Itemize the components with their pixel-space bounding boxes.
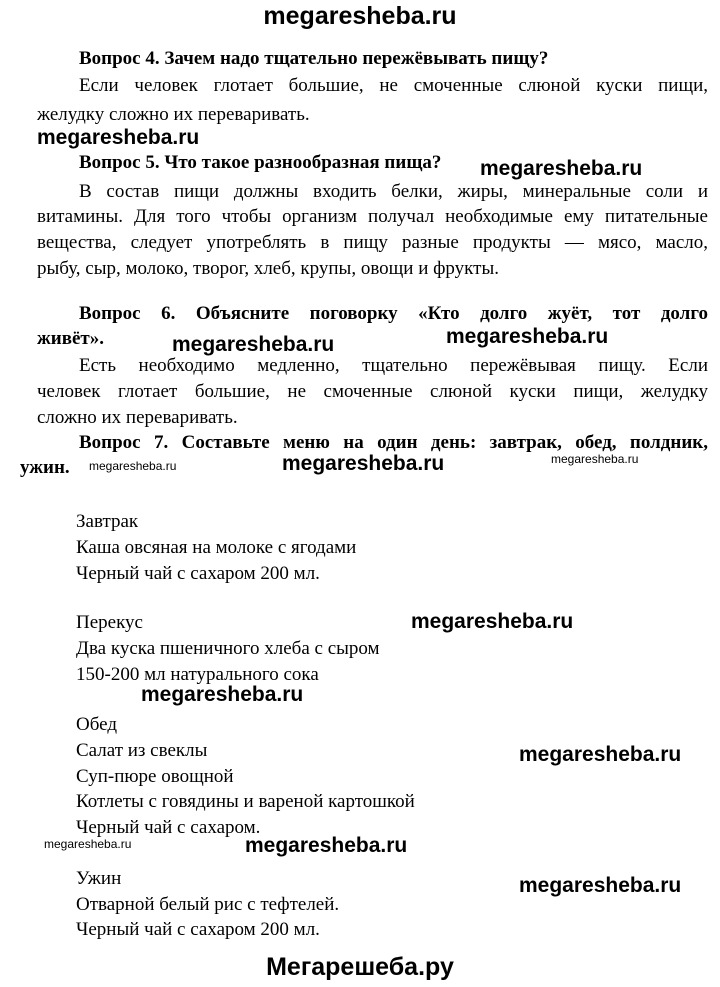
watermark: megaresheba.ru [519,743,682,766]
menu-snack-item: 150-200 мл натурального сока [76,664,319,685]
watermark-small: megaresheba.ru [89,459,177,473]
menu-dinner-item: Черный чай с сахаром 200 мл. [76,919,320,940]
question-5-title: Вопрос 5. Что такое разнообразная пища? [79,152,442,173]
watermark-small: megaresheba.ru [551,452,639,466]
question-7-title-line-2: ужин. [20,457,70,478]
question-6-title-line-1: Вопрос 6. Объясните поговорку «Кто долго жуёт, тот долго [79,303,708,324]
watermark: megaresheba.ru [519,874,682,897]
answer-5-line-1: В состав пищи должны входить белки, жиры, минеральные соли и [79,181,708,202]
watermark: megaresheba.ru [446,325,609,348]
menu-lunch-item: Суп-пюре овощной [76,766,234,787]
watermark: megaresheba.ru [172,333,335,356]
menu-lunch-title: Обед [76,714,117,735]
watermark: megaresheba.ru [480,157,643,180]
watermark: megaresheba.ru [245,834,408,857]
menu-dinner-title: Ужин [76,868,122,889]
answer-6-line-3: сложно их переваривать. [37,407,238,428]
menu-snack-title: Перекус [76,612,143,633]
watermark: megaresheba.ru [37,126,200,149]
answer-6-line-1: Есть необходимо медленно, тщательно пережёвывая пищу. Если [79,355,708,376]
watermark: megaresheba.ru [282,452,445,475]
answer-4-line-1: Если человек глотает большие, не смоченные слюной куски пищи, [79,75,708,96]
answer-5-line-4: рыбу, сыр, молоко, творог, хлеб, крупы, овощи и фрукты. [37,258,499,279]
answer-4-line-2: желудку сложно их переваривать. [37,104,310,125]
watermark: megaresheba.ru [411,610,574,633]
menu-lunch-item: Черный чай с сахаром. [76,817,261,838]
menu-snack-item: Два куска пшеничного хлеба с сыром [76,638,380,659]
question-7-title-line-1: Вопрос 7. Составьте меню на один день: завтрак, обед, полдник, [79,432,708,453]
menu-lunch-item: Салат из свеклы [76,740,208,761]
site-header: megaresheba.ru [263,2,457,30]
question-6-title-line-2: живёт». [37,328,105,349]
answer-5-line-3: вещества, следует употреблять в пищу разные продукты — мясо, масло, [37,232,708,253]
menu-lunch-item: Котлеты с говядины и вареной картошкой [76,791,415,812]
answer-5-line-2: витамины. Для того чтобы организм получал необходимые ему питательные [37,206,708,227]
site-footer: Мегарешеба.ру [266,953,454,981]
menu-breakfast-item: Каша овсяная на молоке с ягодами [76,537,357,558]
answer-6-line-2: человек глотает большие, не смоченные слюной куски пищи, желудку [37,381,708,402]
watermark-small: megaresheba.ru [44,837,132,851]
menu-breakfast-title: Завтрак [76,511,139,532]
menu-dinner-item: Отварной белый рис с тефтелей. [76,894,340,915]
question-4-title: Вопрос 4. Зачем надо тщательно пережёвывать пищу? [79,48,549,69]
menu-breakfast-item: Черный чай с сахаром 200 мл. [76,563,320,584]
watermark: megaresheba.ru [141,683,304,706]
